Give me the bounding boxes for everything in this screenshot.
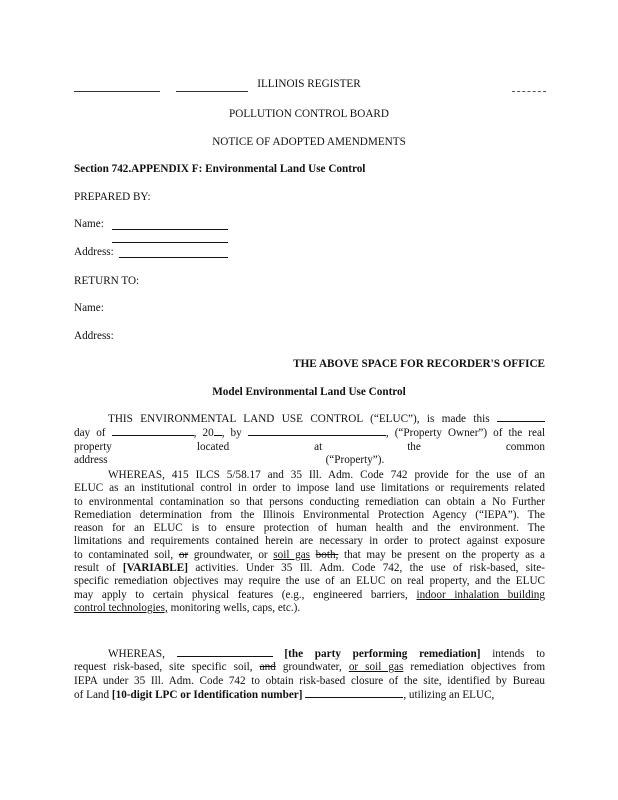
prepared-address-blank bbox=[119, 246, 228, 258]
struck-text: both, bbox=[315, 548, 339, 561]
whereas1-line: Remediation determination from the Illinois Environmental Protection Agency (“IEPA”). The bbox=[74, 508, 545, 521]
struck-text: and bbox=[259, 661, 276, 674]
header-rule-right bbox=[512, 91, 546, 92]
return-name-label: Name: bbox=[74, 302, 104, 314]
whereas1-line: to contaminated soil, or groundwater, or soil gas both, that may be present on the property as a bbox=[74, 548, 546, 561]
whereas1-line: result of [VARIABLE] activities. Under 35 Ill. Adm. Code 742, the use of risk-based, site- bbox=[74, 562, 545, 575]
prepared-extra-blank bbox=[112, 231, 228, 243]
intro-paragraph bbox=[74, 412, 545, 467]
return-to-heading: RETURN TO: bbox=[74, 275, 140, 287]
return-address-label: Address: bbox=[74, 330, 114, 342]
whereas1-line: ELUC as an institutional control in order to impose land use limitations or requirements related bbox=[74, 482, 545, 495]
notice-heading: NOTICE OF ADOPTED AMENDMENTS bbox=[212, 136, 406, 148]
whereas1-line: control technologies, monitoring wells, caps, etc.). bbox=[74, 601, 301, 614]
whereas1-line: specific remediation objectives may require the use of an ELUC on real property, and the ELUC bbox=[74, 575, 545, 588]
inserted-text: soil gas bbox=[273, 548, 311, 561]
whereas2-line: IEPA under 35 Ill. Adm. Code 742 to obtain risk-based closure of the site, identified by Bureau bbox=[74, 674, 545, 687]
whereas-paragraph-2 bbox=[74, 647, 545, 702]
register-heading: ILLINOIS REGISTER bbox=[257, 78, 361, 90]
whereas-paragraph-1 bbox=[74, 469, 545, 615]
prepared-by-heading: PREPARED BY: bbox=[74, 191, 151, 203]
model-title: Model Environmental Land Use Control bbox=[212, 386, 406, 398]
intro-line-4: address (“Property”). bbox=[74, 453, 385, 466]
intro-line-1: THIS ENVIRONMENTAL LAND USE CONTROL (“ELUC”), is made this bbox=[74, 412, 545, 426]
board-heading: POLLUTION CONTROL BOARD bbox=[229, 108, 389, 120]
inserted-text: control technologies, bbox=[74, 601, 168, 614]
whereas1-line: WHEREAS, 415 ILCS 5/58.17 and 35 Ill. Adm. Code 742 provide for the use of an bbox=[108, 469, 545, 481]
prepared-name-label: Name: bbox=[74, 218, 104, 230]
section-title: Section 742.APPENDIX F: Environmental Land Use Control bbox=[74, 163, 366, 175]
whereas2-line: request risk-based, site specific soil, and groundwater, or soil gas remediation objectives from bbox=[74, 661, 546, 674]
whereas1-line: may apply to certain physical features (e.g., engineered barriers, indoor inhalation building bbox=[74, 588, 545, 601]
header-rule-left bbox=[74, 91, 160, 92]
inserted-text: indoor inhalation building bbox=[416, 588, 545, 601]
prepared-address-label: Address: bbox=[74, 246, 114, 258]
whereas1-line: to environmental contamination so that persons conducting remediation can obtain a No Further bbox=[74, 495, 545, 508]
recorder-space-heading: THE ABOVE SPACE FOR RECORDER'S OFFICE bbox=[293, 358, 545, 370]
prepared-name-blank bbox=[112, 218, 228, 230]
whereas2-line: of Land [10-digit LPC or Identification number] , utilizing an ELUC, bbox=[74, 688, 495, 701]
whereas1-line: reason for an ELUC is to ensure protection of human health and the environment. The bbox=[74, 522, 545, 535]
struck-text: or bbox=[178, 548, 189, 561]
whereas1-line: limitations and requirements contained herein are necessary in order to protect against exposure bbox=[74, 535, 545, 548]
intro-line-3: property located at the common bbox=[74, 440, 545, 453]
inserted-text: or soil gas bbox=[348, 661, 404, 674]
intro-line-2: day of , 20 , by , (“Property Owner”) of the real bbox=[74, 427, 546, 440]
header-rule-mid bbox=[176, 91, 248, 92]
whereas2-line: WHEREAS, [the party performing remediation] intends to bbox=[108, 648, 545, 660]
